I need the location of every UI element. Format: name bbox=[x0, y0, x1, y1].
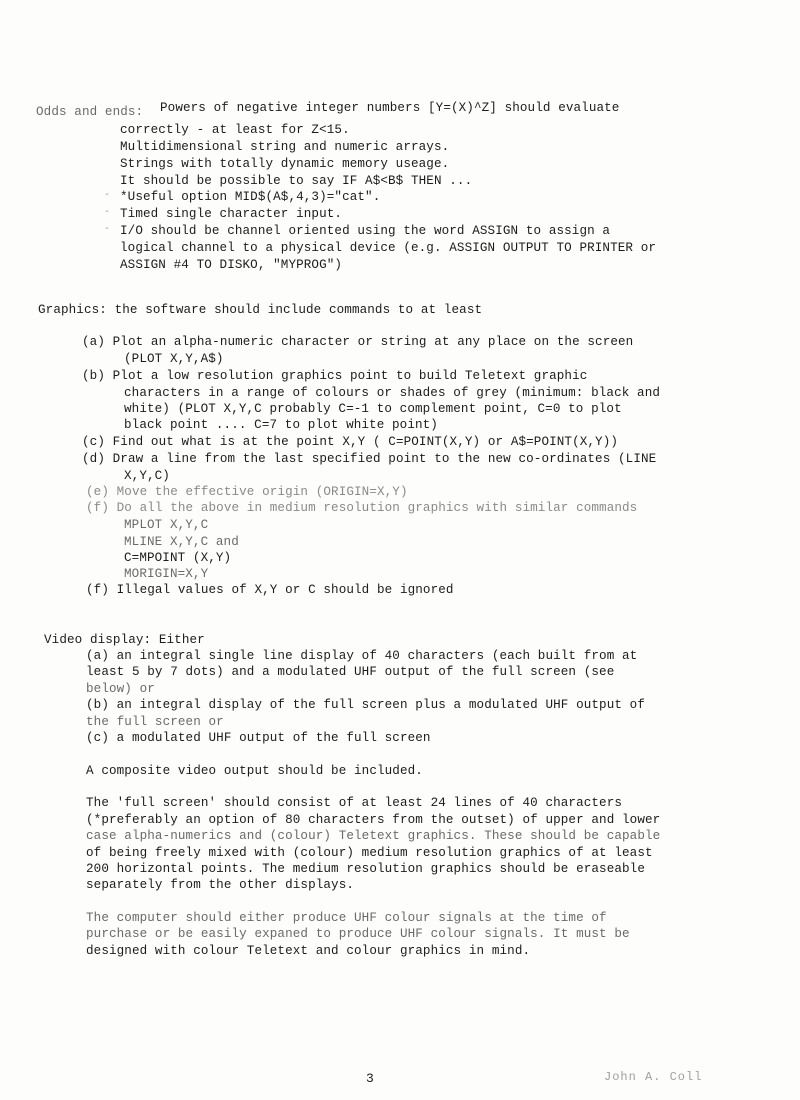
odds-line: I/O should be channel oriented using the word ASSIGN to assign a bbox=[120, 224, 611, 238]
odds-line: correctly - at least for Z<15. bbox=[120, 123, 350, 137]
video-line: (*preferably an option of 80 characters from the outset) of upper and lower bbox=[86, 813, 661, 827]
video-line: The computer should either produce UHF colour signals at the time of bbox=[86, 911, 607, 925]
graphics-line: (a) Plot an alpha-numeric character or string at any place on the screen bbox=[82, 335, 634, 349]
graphics-heading: Graphics: the software should include commands to at least bbox=[38, 303, 483, 317]
author-signature: John A. Coll bbox=[604, 1070, 703, 1084]
video-line: least 5 by 7 dots) and a modulated UHF output of the full screen (see bbox=[86, 665, 615, 679]
graphics-line: (f) Do all the above in medium resolution graphics with similar commands bbox=[86, 501, 638, 515]
page-number: 3 bbox=[366, 1071, 374, 1086]
video-line: case alpha-numerics and (colour) Teletext graphics. These should be capable bbox=[86, 829, 661, 843]
graphics-line: MPLOT X,Y,C bbox=[124, 518, 209, 532]
video-line: (a) an integral single line display of 40 characters (each built from at bbox=[86, 649, 638, 663]
margin-tick-mark: - bbox=[104, 190, 111, 201]
graphics-line: (d) Draw a line from the last specified point to the new co-ordinates (LINE bbox=[82, 452, 657, 466]
margin-tick-mark: - bbox=[104, 224, 111, 235]
graphics-line: MLINE X,Y,C and bbox=[124, 535, 239, 549]
odds-line: ASSIGN #4 TO DISKO, "MYPROG") bbox=[120, 258, 343, 272]
odds-line: Timed single character input. bbox=[120, 207, 343, 221]
odds-line: It should be possible to say IF A$<B$ THEN ... bbox=[120, 174, 473, 188]
graphics-line: white) (PLOT X,Y,C probably C=-1 to complement point, C=0 to plot bbox=[124, 402, 622, 416]
odds-line: Powers of negative integer numbers [Y=(X)^Z] should evaluate bbox=[160, 101, 620, 115]
video-line: of being freely mixed with (colour) medium resolution graphics of at least bbox=[86, 846, 653, 860]
graphics-line: C=MPOINT (X,Y) bbox=[124, 551, 232, 565]
graphics-line: (b) Plot a low resolution graphics point to build Teletext graphic bbox=[82, 369, 588, 383]
video-line: (b) an integral display of the full screen plus a modulated UHF output of bbox=[86, 698, 645, 712]
odds-line: Multidimensional string and numeric arrays. bbox=[120, 140, 450, 154]
video-line: separately from the other displays. bbox=[86, 878, 355, 892]
video-line: (c) a modulated UHF output of the full screen bbox=[86, 731, 431, 745]
video-line: The 'full screen' should consist of at least 24 lines of 40 characters bbox=[86, 796, 623, 810]
odds-line: *Useful option MID$(A$,4,3)="cat". bbox=[120, 190, 381, 204]
graphics-line: X,Y,C) bbox=[124, 469, 170, 483]
graphics-line: characters in a range of colours or shades of grey (minimum: black and bbox=[124, 386, 661, 400]
video-heading: Video display: Either bbox=[44, 633, 205, 647]
video-line: purchase or be easily expaned to produce UHF colour signals. It must be bbox=[86, 927, 630, 941]
graphics-line: black point .... C=7 to plot white point) bbox=[124, 418, 438, 432]
graphics-line: (c) Find out what is at the point X,Y ( C=POINT(X,Y) or A$=POINT(X,Y)) bbox=[82, 435, 619, 449]
odds-line: Strings with totally dynamic memory useage. bbox=[120, 157, 450, 171]
video-line: designed with colour Teletext and colour graphics in mind. bbox=[86, 944, 531, 958]
video-line: A composite video output should be included. bbox=[86, 764, 423, 778]
odds-line: logical channel to a physical device (e.g. ASSIGN OUTPUT TO PRINTER or bbox=[120, 241, 657, 255]
odds-heading: Odds and ends: bbox=[36, 105, 144, 119]
margin-tick-mark: - bbox=[104, 207, 111, 218]
graphics-line: (f) Illegal values of X,Y or C should be ignored bbox=[86, 583, 454, 597]
graphics-line: (e) Move the effective origin (ORIGIN=X,Y) bbox=[86, 485, 408, 499]
graphics-line: (PLOT X,Y,A$) bbox=[124, 352, 224, 366]
graphics-line: MORIGIN=X,Y bbox=[124, 567, 209, 581]
video-line: below) or bbox=[86, 682, 155, 696]
video-line: 200 horizontal points. The medium resolution graphics should be eraseable bbox=[86, 862, 645, 876]
video-line: the full screen or bbox=[86, 715, 224, 729]
